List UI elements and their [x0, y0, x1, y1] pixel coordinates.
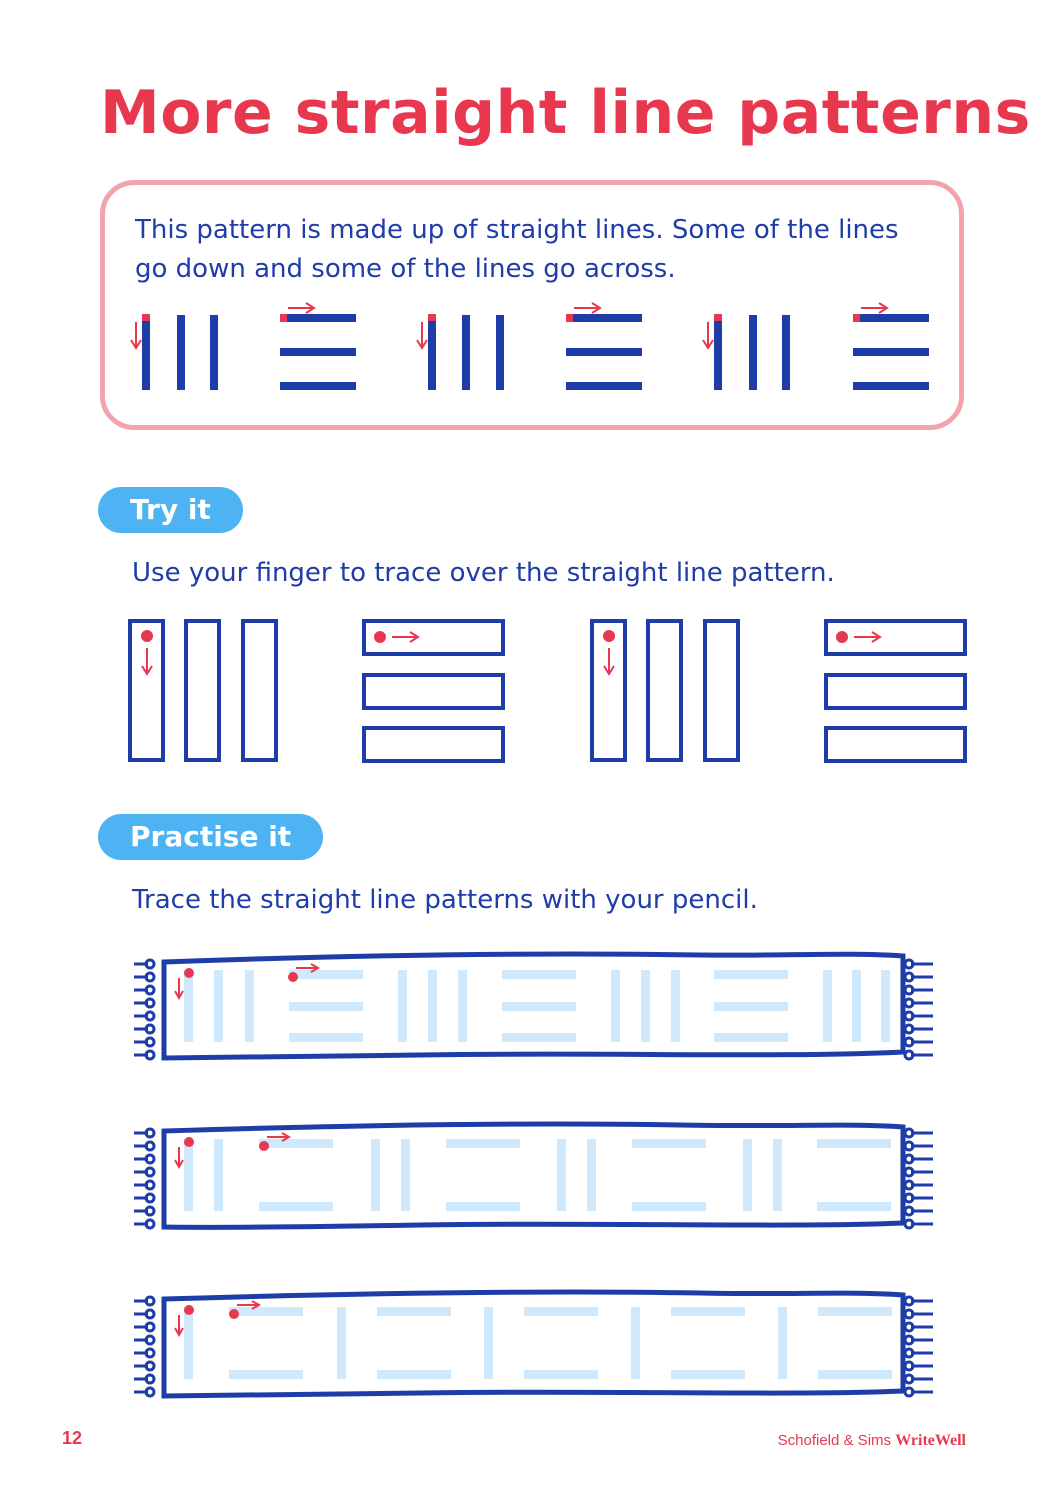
scarf-pattern-3	[134, 1292, 933, 1396]
try-it-heading: Try it	[98, 487, 243, 533]
page-number: 12	[62, 1428, 83, 1448]
scarf-pattern-1	[134, 954, 933, 1059]
try-it-instruction: Use your finger to trace over the straight line pattern.	[132, 558, 835, 588]
page-title: More straight line patterns	[100, 78, 1031, 148]
publisher-credit	[778, 1432, 966, 1450]
scarf-pattern-2	[134, 1124, 933, 1228]
practise-it-instruction: Trace the straight line patterns with your pencil.	[132, 885, 758, 915]
practise-it-heading: Practise it	[98, 814, 323, 860]
intro-text: This pattern is made up of straight lines. Some of the lines go down and some of the lines go across.	[135, 215, 899, 284]
series-name: WriteWell	[895, 1432, 966, 1449]
publisher-name: Schofield & Sims	[777, 1432, 892, 1449]
